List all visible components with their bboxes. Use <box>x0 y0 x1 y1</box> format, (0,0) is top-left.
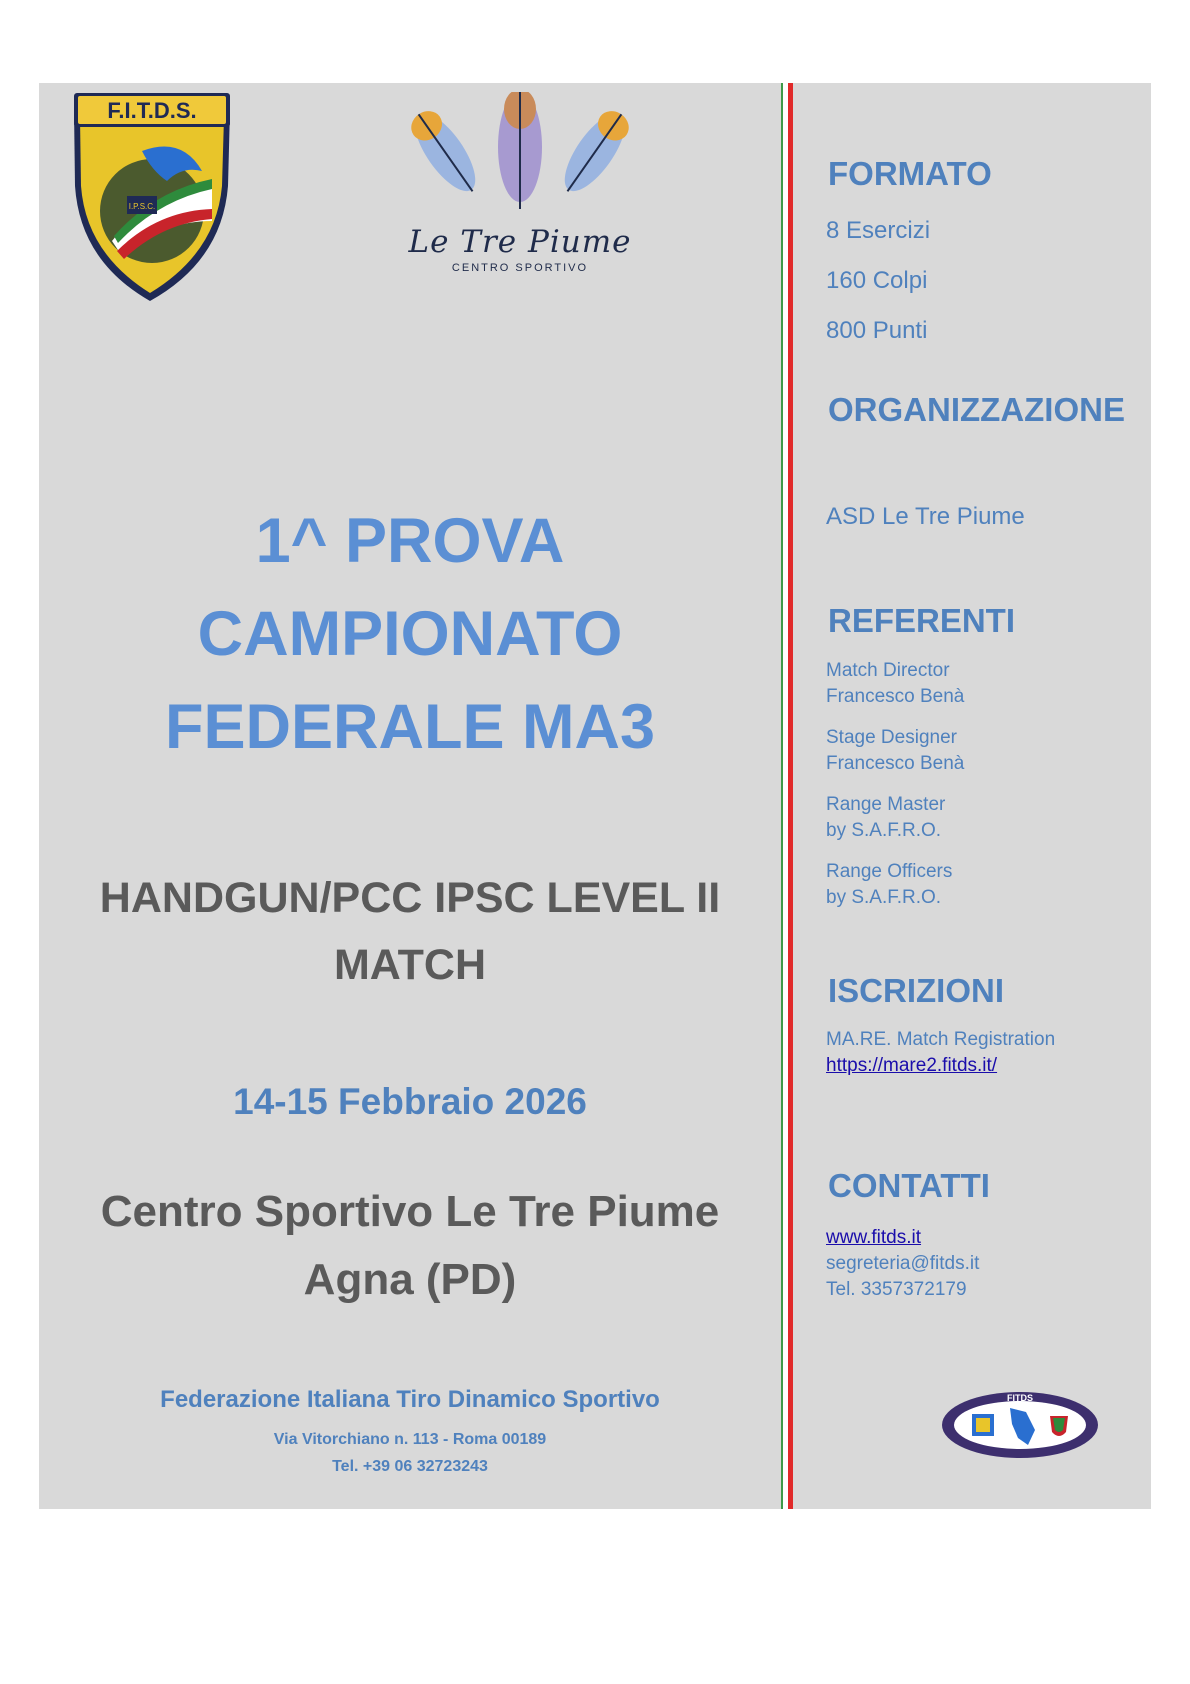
registration-link[interactable]: https://mare2.fitds.it/ <box>826 1055 998 1076</box>
list-item: Range Officers by S.A.F.R.O. <box>826 861 953 908</box>
venue-logo-name: Le Tre Piume <box>408 224 632 260</box>
contact-phone: Tel. 3357372179 <box>826 1279 967 1300</box>
event-subtitle: HANDGUN/PCC IPSC LEVEL II MATCH <box>99 874 721 989</box>
registration-label: MA.RE. Match Registration <box>826 1029 1056 1050</box>
contact-email: segreteria@fitds.it <box>826 1253 980 1274</box>
list-item: Stage Designer Francesco Benà <box>826 727 965 774</box>
event-venue: Centro Sportivo Le Tre Piume Agna (PD) <box>100 1187 720 1304</box>
organizzazione-value: ASD Le Tre Piume <box>826 503 1025 530</box>
iscrizioni-info <box>826 1027 1055 1079</box>
contatti-heading: CONTATTI <box>828 1167 990 1204</box>
feathers-icon <box>400 92 640 222</box>
event-date: 14-15 Febbraio 2026 <box>233 1081 587 1122</box>
referenti-heading: REFERENTI <box>828 602 1016 639</box>
svg-text:I.P.S.C.: I.P.S.C. <box>128 202 156 211</box>
fitds-logo <box>72 91 232 305</box>
list-item: 800 Punti <box>826 317 928 344</box>
formato-list <box>826 206 930 356</box>
federation-address: Via Vitorchiano n. 113 - Roma 00189 <box>273 1431 547 1448</box>
federation-phone: Tel. +39 06 32723243 <box>332 1458 488 1475</box>
federation-contact <box>60 1426 760 1480</box>
formato-heading: FORMATO <box>828 155 992 192</box>
list-item: 160 Colpi <box>826 267 928 294</box>
list-item: Match Director Francesco Benà <box>826 660 965 707</box>
venue-logo-subtitle: CENTRO SPORTIVO <box>451 262 589 274</box>
event-title: 1^ PROVA CAMPIONATO FEDERALE MA3 <box>164 506 656 762</box>
list-item: 8 Esercizi <box>826 217 931 244</box>
svg-text:F.I.T.D.S.: F.I.T.D.S. <box>107 98 197 123</box>
website-link[interactable]: www.fitds.it <box>826 1227 922 1248</box>
venue-logo <box>380 92 660 292</box>
flag-divider-red <box>788 83 793 1509</box>
arbitri-logo <box>940 1390 1100 1460</box>
svg-text:FITDS: FITDS <box>1007 1393 1033 1403</box>
contatti-info <box>826 1225 979 1303</box>
iscrizioni-heading: ISCRIZIONI <box>828 972 1005 1009</box>
federation-name: Federazione Italiana Tiro Dinamico Sportivo <box>160 1386 660 1413</box>
list-item: Range Master by S.A.F.R.O. <box>826 794 946 841</box>
referenti-list <box>826 658 964 926</box>
organizzazione-heading: ORGANIZZAZIONE <box>828 391 1125 428</box>
